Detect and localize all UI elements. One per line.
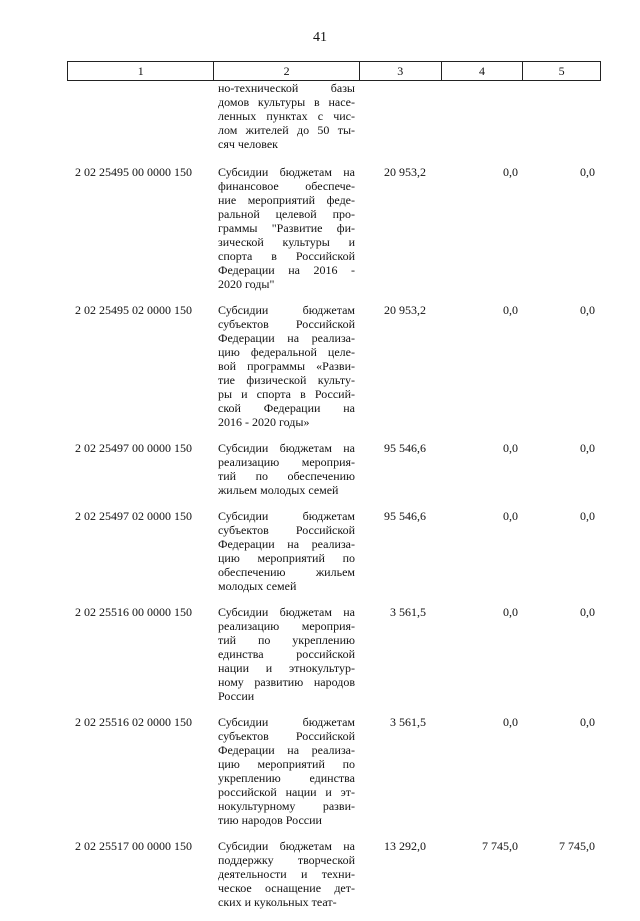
description-line: деятельности и техни- — [218, 867, 355, 881]
description-line: поддержку творческой — [218, 853, 355, 867]
value-col-3: 20 953,2 — [384, 165, 426, 179]
code-cell: 2 02 25517 00 0000 150 — [75, 839, 192, 853]
description-line: укреплению единства — [218, 771, 355, 785]
continuation-row — [67, 81, 601, 151]
code-cell: 2 02 25497 00 0000 150 — [75, 441, 192, 455]
code-cell: 2 02 25497 02 0000 150 — [75, 509, 192, 523]
description-line: Федерации на реализа- — [218, 537, 355, 551]
code-cell: 2 02 25495 02 0000 150 — [75, 303, 192, 317]
code-cell: 2 02 25516 00 0000 150 — [75, 605, 192, 619]
description-line: цию мероприятий по — [218, 551, 355, 565]
value-col-3: 3 561,5 — [390, 605, 426, 619]
header-col-2: 2 — [213, 62, 358, 80]
value-col-5: 0,0 — [580, 715, 595, 729]
header-col-4: 4 — [441, 62, 523, 80]
description-cell — [213, 441, 359, 497]
description-line: молодых семей — [218, 579, 297, 593]
code-cell — [67, 81, 213, 151]
value-col-5: 0,0 — [580, 165, 595, 179]
table-row — [67, 509, 601, 593]
description-line: субъектов Российской — [218, 729, 355, 743]
description-line: ских и кукольных теат- — [218, 895, 337, 909]
description-line: Субсидии бюджетам — [218, 715, 355, 729]
description-line: ральной целевой про- — [218, 207, 355, 221]
table-row — [67, 715, 601, 827]
table-row — [67, 441, 601, 497]
description-cell — [213, 715, 359, 827]
description-line: обеспечению жильем — [218, 565, 355, 579]
code-cell: 2 02 25516 02 0000 150 — [75, 715, 192, 729]
value-col-4: 0,0 — [503, 165, 518, 179]
description-line: ской Федерации на — [218, 401, 355, 415]
description-line: Субсидии бюджетам на — [218, 165, 355, 179]
description-line: домов культуры в насе- — [218, 95, 355, 109]
description-cell — [213, 303, 359, 429]
page-number: 41 — [313, 30, 327, 45]
value-col-4: 0,0 — [503, 303, 518, 317]
description-line: Субсидии бюджетам — [218, 509, 355, 523]
description-line: тие физической культу- — [218, 373, 355, 387]
description-line: ному развитию народов — [218, 675, 355, 689]
value-col-4: 7 745,0 — [482, 839, 518, 853]
value-col-5: 7 745,0 — [559, 839, 595, 853]
description-line: ческое оснащение дет- — [218, 881, 355, 895]
value-col-5: 0,0 — [580, 605, 595, 619]
header-col-1: 1 — [137, 64, 144, 78]
description-cell — [213, 839, 359, 909]
description-line: ленных пунктах с чис- — [218, 109, 355, 123]
value-col-4: 0,0 — [503, 605, 518, 619]
description-line: жильем молодых семей — [218, 483, 339, 497]
description-cell — [213, 81, 359, 151]
description-line: субъектов Российской — [218, 317, 355, 331]
value-col-4: 0,0 — [503, 441, 518, 455]
value-col-3: 3 561,5 — [390, 715, 426, 729]
description-line: Федерации на 2016 - — [218, 263, 355, 277]
description-line: цию мероприятий по — [218, 757, 355, 771]
description-line: Субсидии бюджетам — [218, 303, 355, 317]
description-line: граммы "Развитие фи- — [218, 221, 355, 235]
table-row — [67, 303, 601, 429]
description-line: нации и этнокультур- — [218, 661, 355, 675]
value-col-5: 0,0 — [580, 509, 595, 523]
value-col-3: 20 953,2 — [384, 303, 426, 317]
description-line: российской нации и эт- — [218, 785, 355, 799]
table-row — [67, 605, 601, 703]
header-col-3: 3 — [359, 62, 441, 80]
value-col-3: 95 546,6 — [384, 441, 426, 455]
table-row — [67, 839, 601, 909]
description-cell — [213, 509, 359, 593]
description-line: сяч человек — [218, 137, 278, 151]
description-line: Федерации на реализа- — [218, 331, 355, 345]
value-col-5: 0,0 — [580, 441, 595, 455]
table-row — [67, 165, 601, 291]
description-line: но-технической базы — [218, 81, 355, 95]
value-col-4: 0,0 — [503, 715, 518, 729]
table-body — [67, 81, 601, 909]
description-line: тий по обеспечению — [218, 469, 355, 483]
value-col-3: 13 292,0 — [384, 839, 426, 853]
table-header-row — [67, 61, 601, 81]
description-line: России — [218, 689, 255, 703]
description-line: ры и спорта в Россий- — [218, 387, 355, 401]
description-line: лом жителей до 50 ты- — [218, 123, 355, 137]
description-line: финансовое обеспече- — [218, 179, 355, 193]
description-cell — [213, 605, 359, 703]
value-col-5: 0,0 — [580, 303, 595, 317]
description-line: Субсидии бюджетам на — [218, 839, 355, 853]
description-line: 2016 - 2020 годы» — [218, 415, 310, 429]
description-cell — [213, 165, 359, 291]
description-line: тий по укреплению — [218, 633, 355, 647]
code-cell: 2 02 25495 00 0000 150 — [75, 165, 192, 179]
description-line: ние мероприятий феде- — [218, 193, 355, 207]
description-line: Субсидии бюджетам на — [218, 605, 355, 619]
value-col-4: 0,0 — [503, 509, 518, 523]
description-line: Федерации на реализа- — [218, 743, 355, 757]
description-line: Субсидии бюджетам на — [218, 441, 355, 455]
header-col-5: 5 — [522, 62, 600, 80]
description-line: единства российской — [218, 647, 355, 661]
description-line: вой программы «Разви- — [218, 359, 355, 373]
description-line: реализацию мероприя- — [218, 619, 355, 633]
budget-table — [67, 61, 601, 921]
description-line: спорта в Российской — [218, 249, 355, 263]
description-line: нокультурному разви- — [218, 799, 355, 813]
description-line: 2020 годы" — [218, 277, 275, 291]
description-line: реализацию мероприя- — [218, 455, 355, 469]
description-line: тию народов России — [218, 813, 322, 827]
description-line: зической культуры и — [218, 235, 355, 249]
description-line: цию федеральной целе- — [218, 345, 355, 359]
value-col-3: 95 546,6 — [384, 509, 426, 523]
description-line: субъектов Российской — [218, 523, 355, 537]
